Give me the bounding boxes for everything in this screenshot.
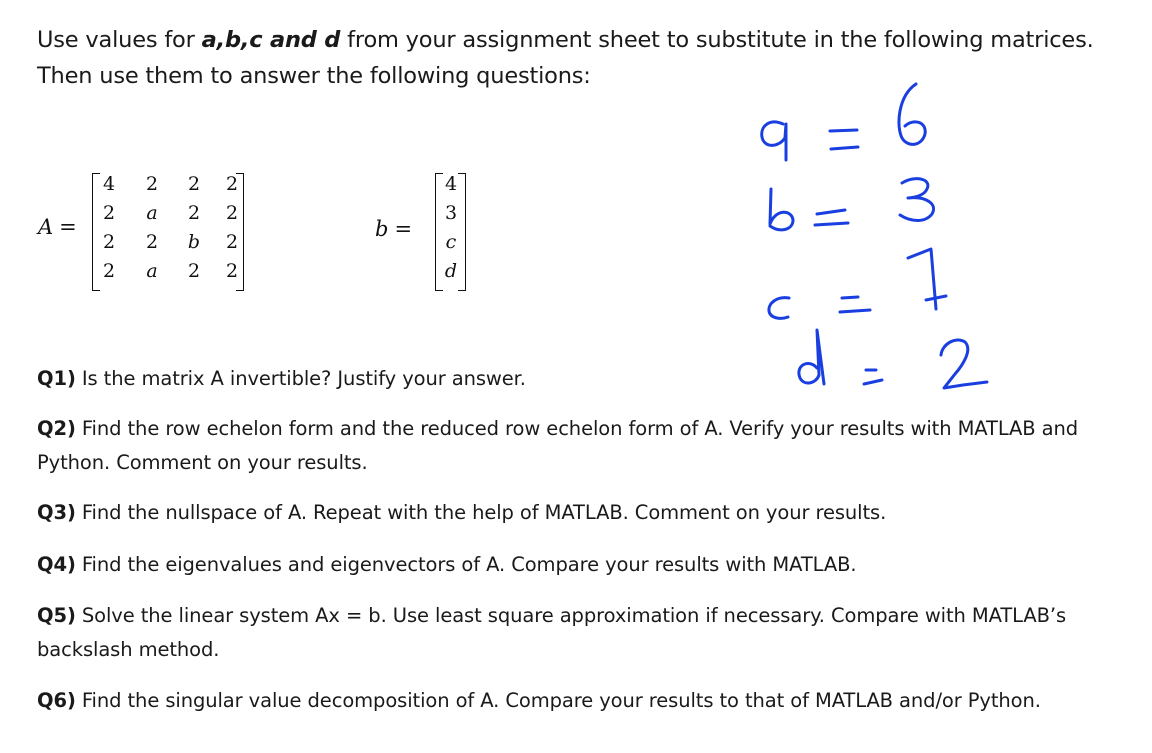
- question-q5: [37, 599, 1127, 667]
- question-text: Find the singular value decomposition of A. Compare your results to that of MATLAB and/or Python.: [75, 689, 1041, 712]
- matrix-a-cell: 2: [102, 260, 116, 282]
- question-number: Q1): [37, 367, 76, 390]
- question-q4: [37, 548, 1127, 582]
- intro-line-2: Then use them to answer the following questions:: [37, 63, 591, 89]
- matrix-a-cell: 4: [102, 173, 116, 195]
- intro-variables: a,b,c and d: [201, 27, 341, 53]
- question-text: Find the eigenvalues and eigenvectors of A. Compare your results with MATLAB.: [75, 553, 857, 576]
- question-number: Q3): [37, 501, 76, 524]
- matrix-a-cell: 2: [145, 231, 159, 253]
- matrix-a-cell: 2: [102, 202, 116, 224]
- handwritten-b-equals-3: [770, 179, 934, 230]
- intro-text: Use values for: [37, 27, 202, 53]
- question-number: Q2): [37, 417, 76, 440]
- matrix-a-cell: 2: [225, 260, 239, 282]
- question-text: Is the matrix A invertible? Justify your answer.: [75, 367, 526, 390]
- matrix-a-cell: 2: [187, 202, 201, 224]
- vector-b-cell: d: [444, 260, 458, 282]
- question-text: Find the row echelon form and the reduced row echelon form of A. Verify your results with MATLAB and Python. Comment on your results.: [37, 417, 1079, 474]
- handwritten-c-equals-1: [769, 249, 946, 318]
- question-text: Solve the linear system Ax = b. Use least square approximation if necessary. Compare with MATLAB’s backslash method.: [37, 604, 1067, 661]
- matrix-a-cell: 2: [187, 173, 201, 195]
- matrix-a-label: A =: [38, 215, 77, 239]
- matrix-a-cell: 2: [225, 173, 239, 195]
- matrix-a-cell: a: [146, 260, 158, 282]
- question-q2: [37, 412, 1127, 480]
- question-q3: [37, 496, 1127, 530]
- matrix-a-cell: 2: [225, 231, 239, 253]
- intro-text-continued: from your assignment sheet to substitute in the following matrices.: [340, 27, 1094, 53]
- matrix-a-cell: b: [187, 231, 201, 253]
- intro-line-1: [37, 22, 1127, 58]
- matrix-a-cell: 2: [102, 231, 116, 253]
- question-number: Q4): [37, 553, 76, 576]
- question-q1: [37, 362, 1127, 396]
- matrix-a-cell: 2: [225, 202, 239, 224]
- vector-b-cell: 4: [444, 173, 458, 195]
- vector-b-label: b =: [375, 217, 413, 241]
- matrix-a-cell: 2: [187, 260, 201, 282]
- question-text: Find the nullspace of A. Repeat with the help of MATLAB. Comment on your results.: [75, 501, 887, 524]
- question-number: Q6): [37, 689, 76, 712]
- matrix-a-cell: a: [146, 202, 158, 224]
- handwritten-a-equals-6: [762, 84, 925, 160]
- matrix-a-cell: 2: [145, 173, 159, 195]
- vector-b-cell: c: [445, 231, 457, 253]
- question-number: Q5): [37, 604, 76, 627]
- intro-paragraph: [37, 22, 1127, 94]
- question-q6: [37, 684, 1127, 718]
- vector-b-cell: 3: [444, 202, 458, 224]
